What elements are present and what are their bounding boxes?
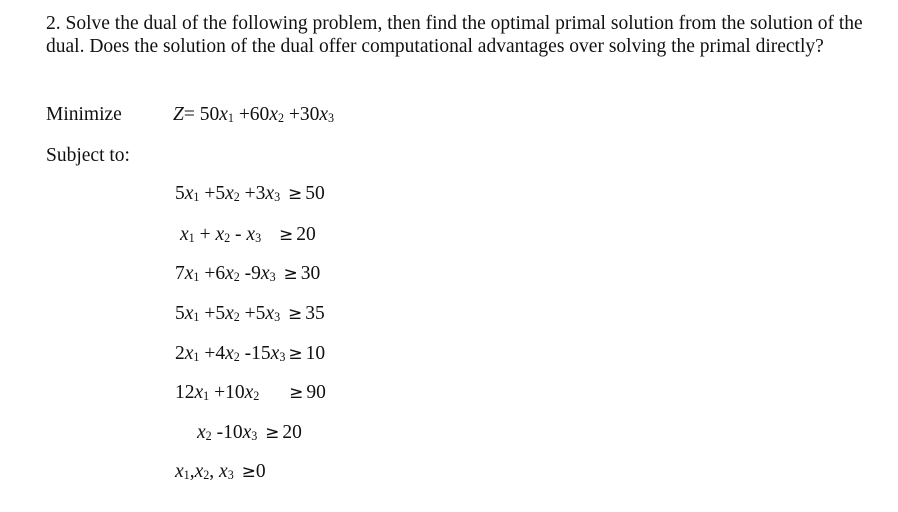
subscript: 3 [251,428,258,443]
variable: x [219,104,228,125]
rhs-value: 35 [305,303,325,324]
variable: x [197,422,206,443]
subscript: 2 [205,428,212,443]
coefficient: +10 [214,382,245,403]
coefficient: -15 [244,343,271,364]
objective-function [173,104,334,126]
ge-symbol: ≥ [287,184,303,204]
subscript: 2 [233,309,240,324]
coefficient: +5 [204,183,226,204]
rhs-value: 90 [306,382,326,403]
subscript: 1 [193,269,200,284]
variable: x [242,422,252,443]
coefficient: +5 [244,303,266,324]
ge-symbol: ≥ [265,423,280,443]
equals-sign: = [183,104,195,125]
constraint-3 [175,263,320,285]
constraint-7 [197,422,302,444]
variable: x [265,183,275,204]
subscript: 1 [227,110,234,125]
constraint-6 [175,382,326,404]
subscript: 3 [328,110,335,125]
subscript: 3 [274,189,281,204]
subscript: 1 [193,309,200,324]
variable: x [225,343,234,364]
separator: , [189,461,195,482]
coefficient: -9 [244,263,261,284]
variable: x [225,183,234,204]
problem-statement: 2. Solve the dual of the following problem, then find the optimal primal solution from the solution of the dual. Does the solution of the dual offer computational advantages over solving the primal directly? [46,13,863,57]
variable: x [260,263,270,284]
ge-symbol: ≥ [287,304,303,324]
ge-symbol: ≥ [241,462,256,482]
variable: x [270,343,280,364]
variable: x [319,104,329,125]
coefficient: 50 [199,104,220,125]
variable: x [225,263,234,284]
rhs-value: 20 [282,422,302,443]
objective-variable: Z [173,104,184,125]
non-negativity-constraint [175,461,266,483]
subscript: 3 [255,230,262,245]
subscript: 2 [233,349,240,364]
subscript: 2 [277,110,285,125]
variable: x [225,303,234,324]
subscript: 1 [188,230,195,245]
variable: x [175,461,184,482]
ge-symbol: ≥ [283,264,298,284]
rhs-value: 0 [255,461,266,482]
subscript: 3 [269,269,276,284]
rhs-value: 30 [300,263,321,284]
variable: x [215,224,225,245]
variable: x [184,183,194,204]
minimize-label: Minimize [46,104,122,125]
subscript: 3 [227,467,234,482]
ge-symbol: ≥ [289,383,304,403]
coefficient: +30 [288,104,320,125]
separator: , [209,461,220,482]
variable: x [184,343,194,364]
subscript: 1 [193,189,200,204]
variable: x [194,461,204,482]
subscript: 1 [193,349,200,364]
subscript: 2 [233,269,240,284]
subscript: 3 [274,309,281,324]
subject-to-label: Subject to: [46,145,130,166]
subscript: 2 [253,388,260,403]
rhs-value: 50 [305,183,325,204]
coefficient: 7 [175,263,185,284]
variable: x [269,104,278,125]
constraint-1 [175,183,325,205]
operator: - [235,224,242,245]
subscript: 1 [183,467,190,482]
rhs-value: 10 [305,343,326,364]
coefficient: 12 [175,382,195,403]
variable: x [244,382,254,403]
coefficient: +6 [204,263,226,284]
subscript: 3 [279,349,286,364]
subscript: 2 [224,230,231,245]
constraint-4 [175,303,325,325]
variable: x [184,263,194,284]
ge-symbol: ≥ [288,344,303,364]
ge-symbol: ≥ [278,225,294,245]
coefficient: 5 [175,303,185,324]
coefficient: +60 [238,104,270,125]
subscript: 1 [203,388,210,403]
operator: + [199,224,211,245]
coefficient: -10 [216,422,243,443]
variable: x [246,224,256,245]
coefficient: +3 [244,183,266,204]
coefficient: +5 [204,303,226,324]
rhs-value: 20 [296,224,316,245]
coefficient: 2 [175,343,185,364]
subscript: 2 [203,467,210,482]
variable: x [219,461,228,482]
subscript: 2 [233,189,240,204]
variable: x [265,303,275,324]
variable: x [194,382,204,403]
variable: x [184,303,194,324]
constraint-2 [180,224,316,246]
coefficient: +4 [204,343,226,364]
variable: x [180,224,189,245]
constraint-5 [175,343,325,365]
coefficient: 5 [175,183,185,204]
